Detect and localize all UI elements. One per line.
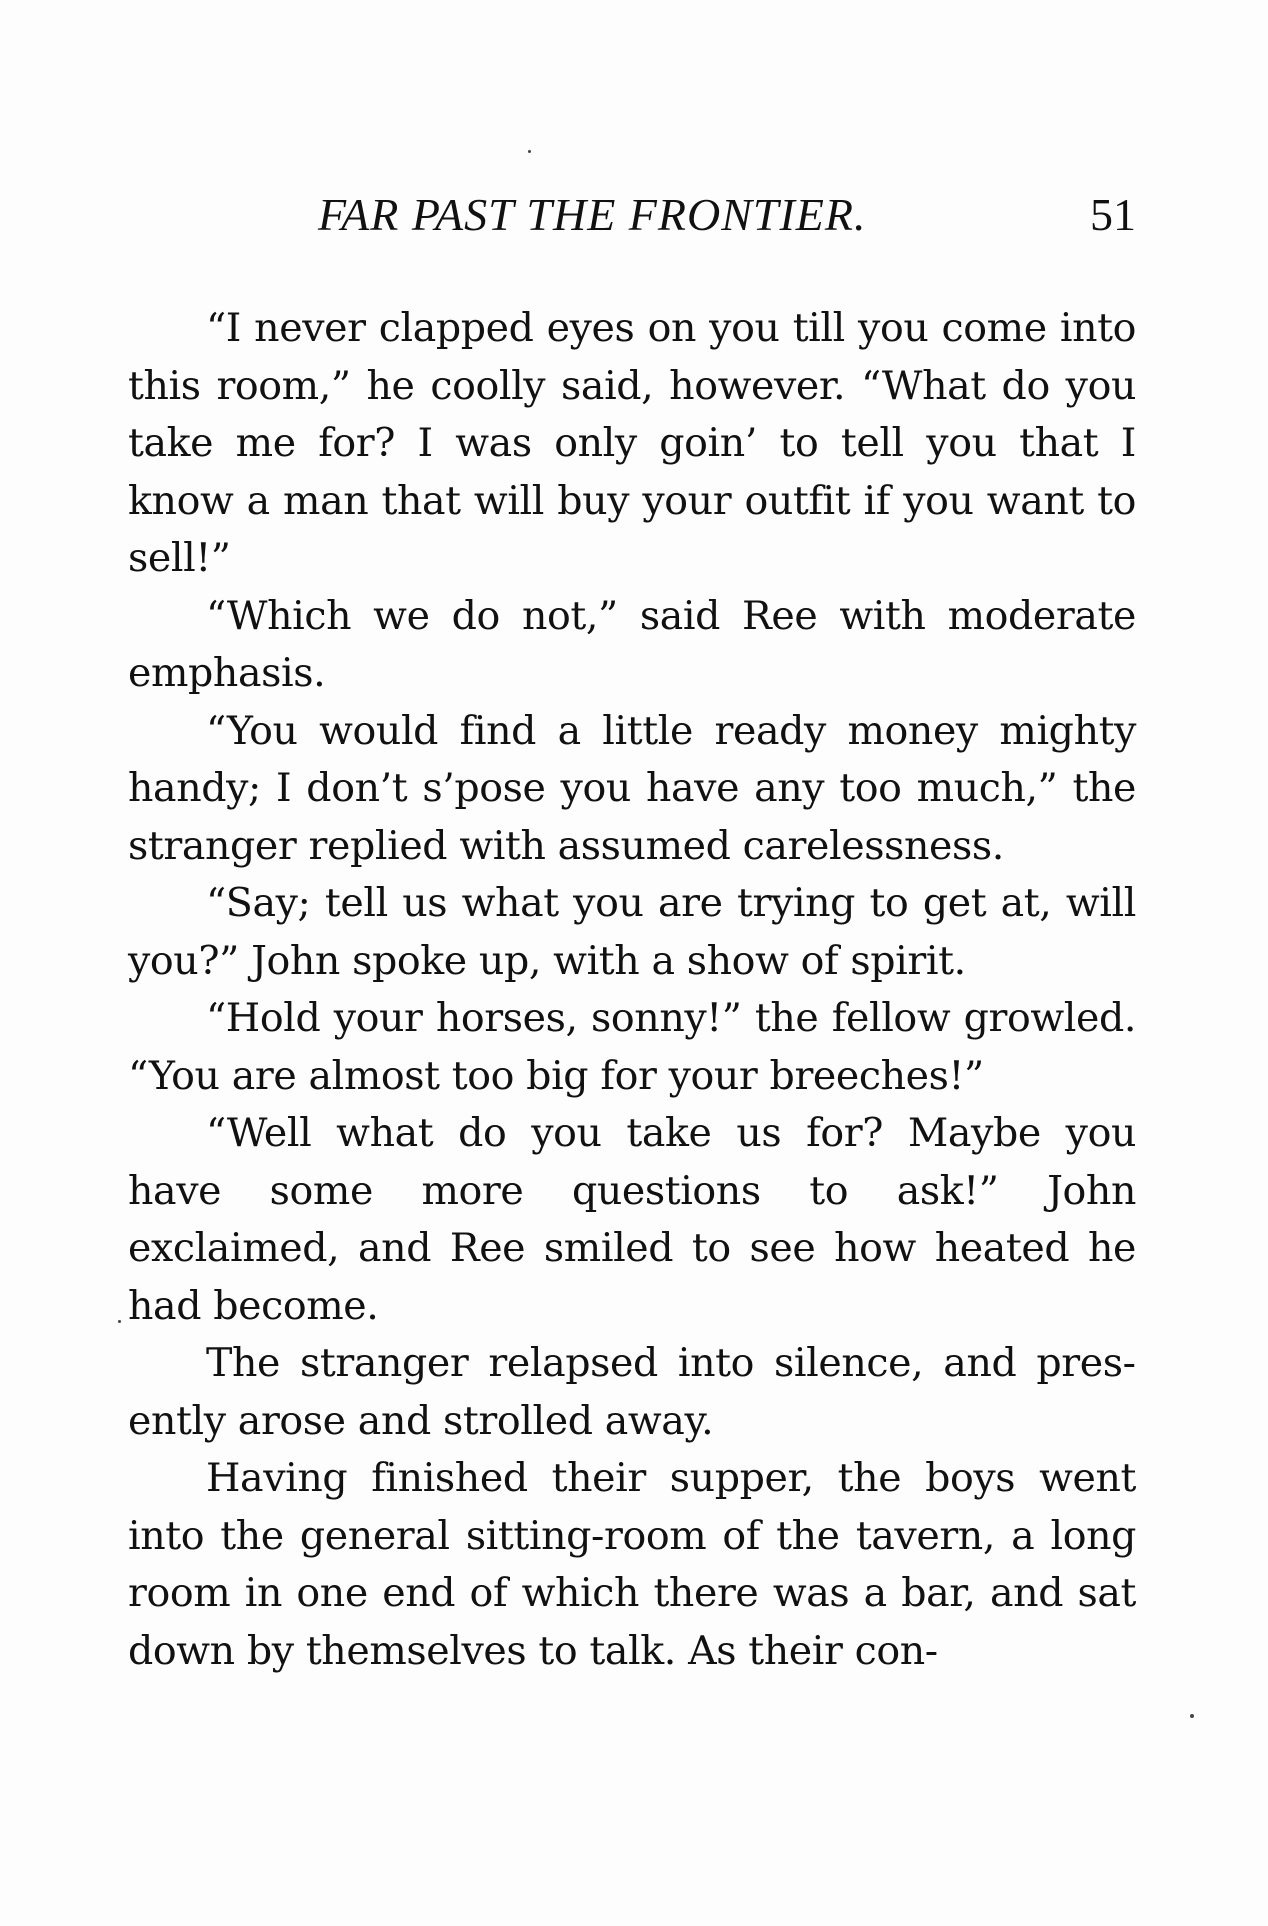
paragraph: “I never clapped eyes on you till you come into this room,” he coolly said, however. “What do you take me for? I was only goin’ to tell you that I know a man that will buy your outfit if you want to sell!” xyxy=(128,305,1136,581)
paragraph: Having finished their supper, the boys went into the general sitting-room of the tavern, a long room in one end of which there was a bar, and sat down by themselves to talk. As their con- xyxy=(128,1455,1136,1674)
paragraph: “You would find a little ready money mighty handy; I don’t s’pose you have any too much,” the stranger replied with assumed carelessness. xyxy=(128,707,1136,869)
body-text xyxy=(128,300,1136,1680)
scan-speck xyxy=(1190,1714,1194,1718)
page-header xyxy=(128,188,1136,248)
page-number: 51 xyxy=(1090,189,1136,240)
paragraph: “Say; tell us what you are trying to get at, will you?” John spoke up, with a show of spirit. xyxy=(128,880,1136,984)
running-title: FAR PAST THE FRONTIER. xyxy=(318,189,867,240)
paragraph: The stranger relapsed into silence, and presently arose and strolled away. xyxy=(128,1340,1136,1444)
scan-speck xyxy=(118,1320,121,1323)
paragraph: “Which we do not,” said Ree with moderate emphasis. xyxy=(128,592,1136,696)
paragraph: “Hold your horses, sonny!” the fellow growled. “You are almost too big for your breeches!” xyxy=(128,995,1136,1099)
paragraph: “Well what do you take us for? Maybe you have some more questions to ask!” John exclaimed, and Ree smiled to see how heated he had become. xyxy=(128,1110,1136,1329)
scan-speck xyxy=(528,150,531,153)
